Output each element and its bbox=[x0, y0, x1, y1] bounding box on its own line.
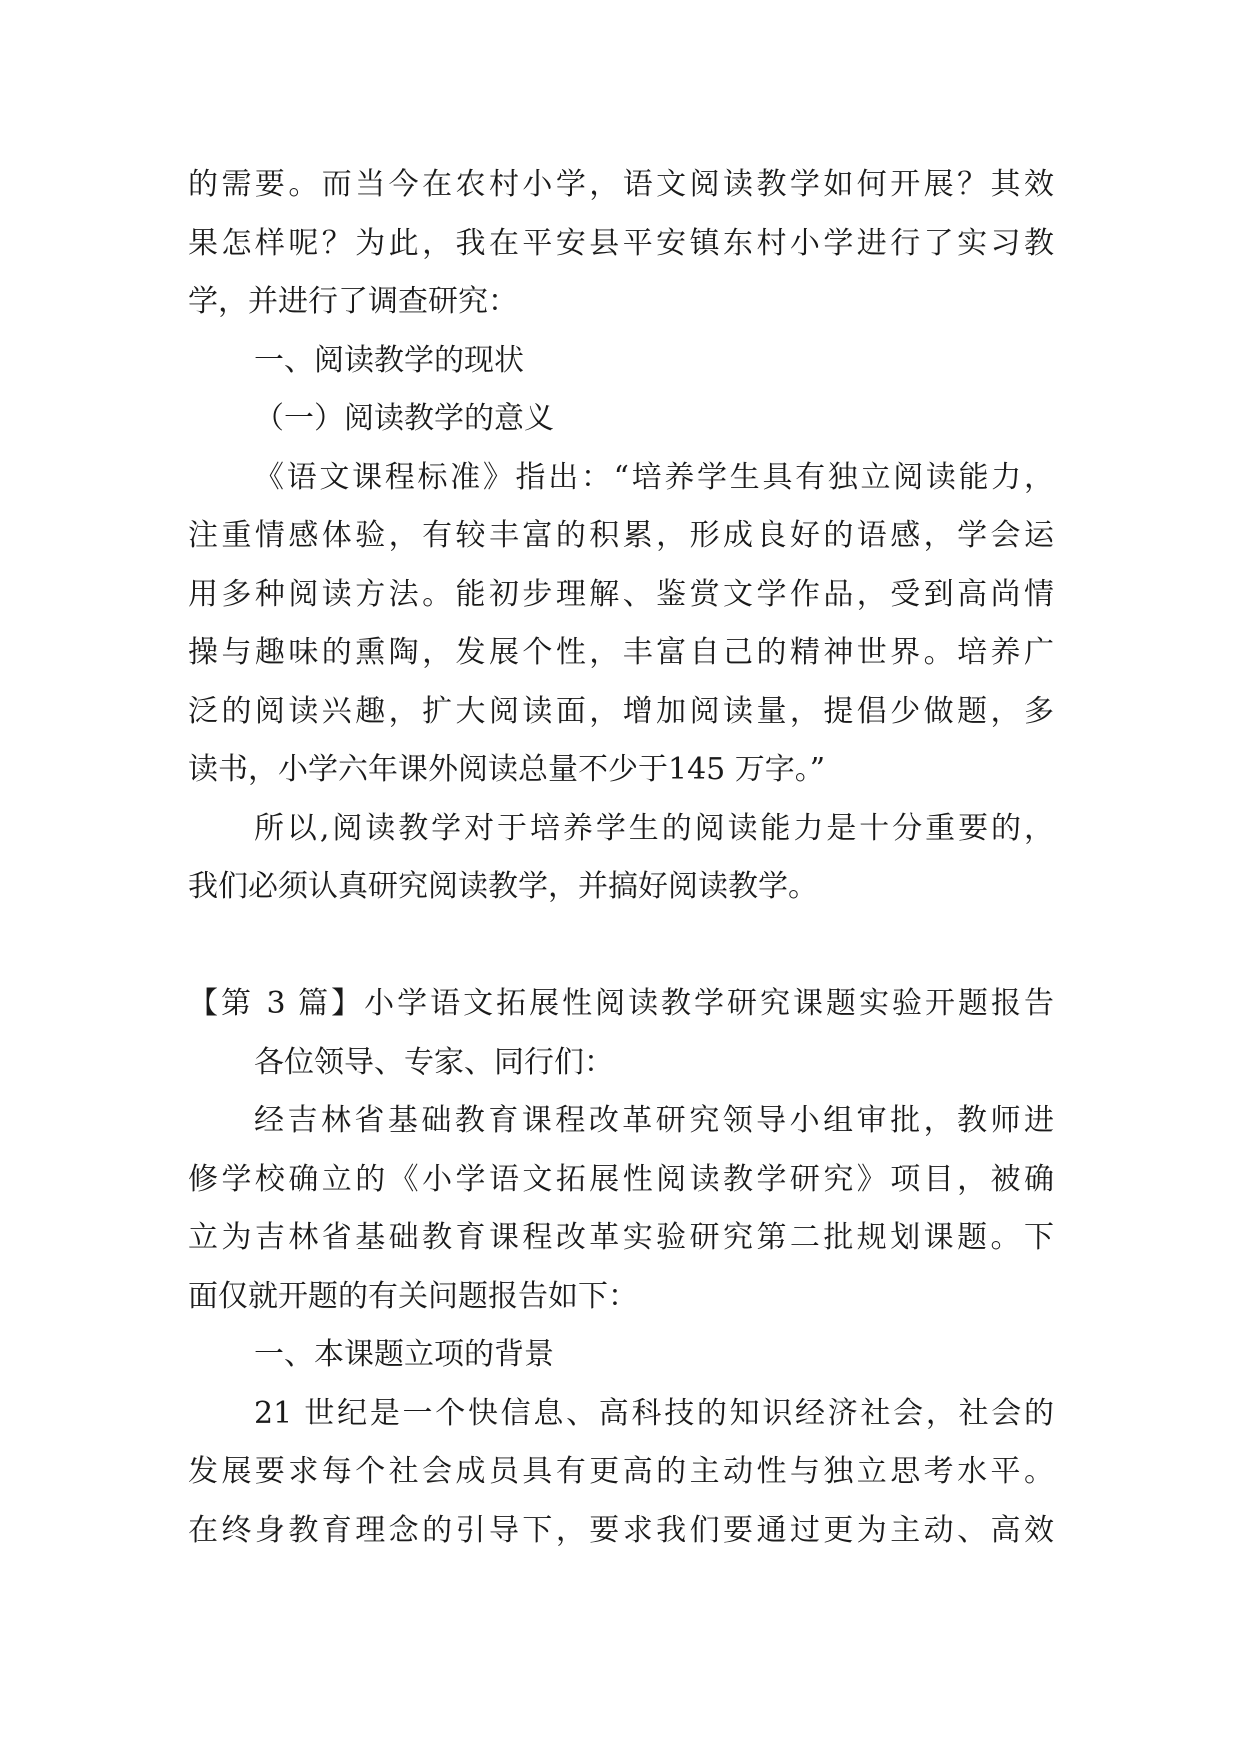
body-text-line: 面仅就开题的有关问题报告如下： bbox=[188, 1278, 638, 1314]
body-text-line: 读书，小学六年课外阅读总量不少于145 万字。” bbox=[188, 752, 826, 787]
body-text-line: 操与趣味的熏陶，发展个性，丰富自己的精神世界。培养广 bbox=[188, 635, 1054, 670]
article-title: 【第 3 篇】小学语文拓展性阅读教学研究课题实验开题报告 bbox=[188, 986, 1054, 1021]
section-heading: 一、本课题立项的背景 bbox=[254, 1337, 554, 1372]
document-body bbox=[188, 156, 1054, 1560]
paragraph-gap bbox=[188, 917, 1054, 976]
body-text-line: 经吉林省基础教育课程改革研究领导小组审批，教师进 bbox=[254, 1103, 1054, 1138]
body-text-line: 《语文课程标准》指出：“培养学生具有独立阅读能力， bbox=[254, 459, 1054, 495]
body-text-line: 我们必须认真研究阅读教学，并搞好阅读教学。 bbox=[188, 869, 818, 904]
body-text-line: 立为吉林省基础教育课程改革实验研究第二批规划课题。下 bbox=[188, 1220, 1054, 1255]
continuation-paragraph bbox=[188, 156, 1054, 332]
body-text-line: 所以,阅读教学对于培养学生的阅读能力是十分重要的， bbox=[254, 810, 1054, 846]
body-text-line: 用多种阅读方法。能初步理解、鉴赏文学作品，受到高尚情 bbox=[188, 576, 1054, 612]
body-text-line: 在终身教育理念的引导下，要求我们要通过更为主动、高效 bbox=[188, 1512, 1054, 1548]
background-paragraph bbox=[188, 1385, 1054, 1561]
body-text-line: 注重情感体验，有较丰富的积累，形成良好的语感，学会运 bbox=[188, 518, 1054, 553]
conclusion-paragraph bbox=[188, 800, 1054, 917]
body-text-line: 发展要求每个社会成员具有更高的主动性与独立思考水平。 bbox=[188, 1454, 1054, 1489]
subsection-heading: （一）阅读教学的意义 bbox=[254, 401, 554, 436]
body-text-line: 果怎样呢？为此，我在平安县平安镇东村小学进行了实习教 bbox=[188, 225, 1054, 261]
quote-paragraph bbox=[188, 449, 1054, 800]
body-text-line: 修学校确立的《小学语文拓展性阅读教学研究》项目，被确 bbox=[188, 1161, 1054, 1197]
body-text-line: 泛的阅读兴趣，扩大阅读面，增加阅读量，提倡少做题，多 bbox=[188, 693, 1054, 729]
body-text-line: 学，并进行了调查研究： bbox=[188, 284, 518, 319]
body-text-line: 的需要。而当今在农村小学，语文阅读教学如何开展？其效 bbox=[188, 167, 1054, 202]
body-text-line: 21 世纪是一个快信息、高科技的知识经济社会，社会的 bbox=[254, 1395, 1054, 1431]
section-heading: 一、阅读教学的现状 bbox=[254, 342, 524, 378]
intro-paragraph bbox=[188, 1092, 1054, 1326]
salutation: 各位领导、专家、同行们： bbox=[254, 1044, 614, 1080]
